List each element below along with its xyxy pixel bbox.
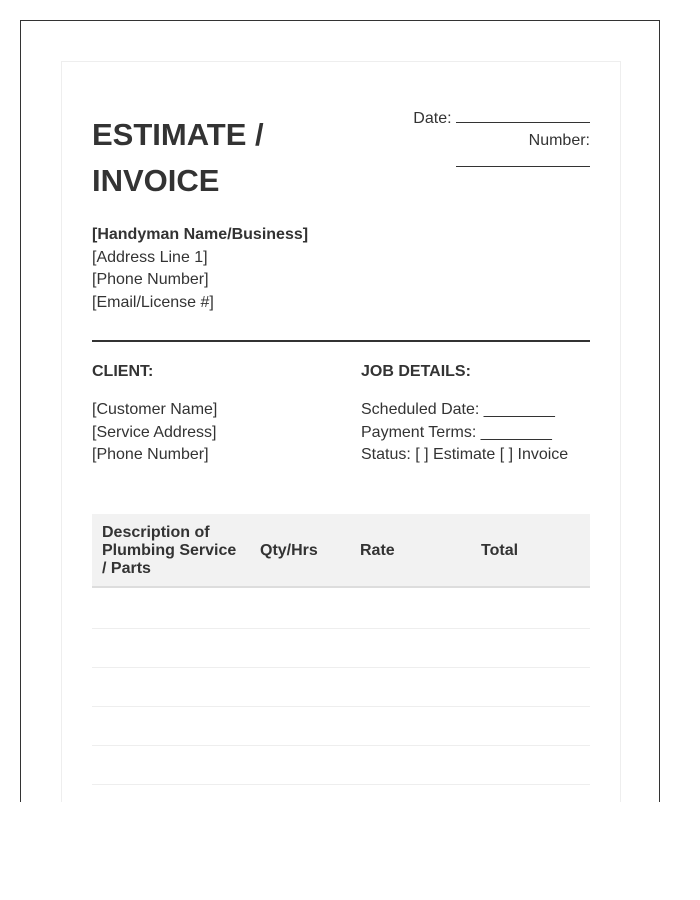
column-header-total: Total	[481, 542, 519, 559]
number-label: Number:	[528, 132, 590, 149]
table-header	[92, 514, 590, 588]
business-info	[92, 224, 308, 314]
business-address: [Address Line 1]	[92, 248, 208, 266]
number-line-row	[370, 152, 590, 174]
number-field[interactable]	[456, 166, 590, 167]
payment-terms: Payment Terms: ________	[361, 423, 552, 441]
job-details	[361, 399, 568, 467]
scheduled-date: Scheduled Date: ________	[361, 401, 555, 418]
document-meta	[370, 108, 590, 174]
table-row[interactable]	[92, 668, 590, 707]
date-label: Date:	[413, 110, 452, 127]
date-field[interactable]	[456, 110, 590, 123]
table-row[interactable]	[92, 746, 590, 785]
number-row	[370, 130, 590, 152]
business-email: [Email/License #]	[92, 293, 214, 311]
column-header-description: Description of Plumbing Service / Parts	[102, 524, 237, 577]
job-details-heading: JOB DETAILS:	[361, 363, 471, 380]
document-title: ESTIMATE / INVOICE	[92, 117, 264, 198]
column-header-qty: Qty/Hrs	[260, 542, 318, 559]
client-name: [Customer Name]	[92, 401, 218, 418]
client-heading: CLIENT:	[92, 363, 154, 380]
client-info	[92, 399, 217, 467]
table-row[interactable]	[92, 629, 590, 668]
date-row	[370, 108, 590, 130]
table-row[interactable]	[92, 590, 590, 629]
table-row[interactable]	[92, 707, 590, 746]
business-phone: [Phone Number]	[92, 271, 209, 288]
client-address: [Service Address]	[92, 423, 217, 441]
client-phone: [Phone Number]	[92, 446, 209, 463]
column-header-rate: Rate	[360, 542, 395, 559]
business-name: [Handyman Name/Business]	[92, 226, 309, 243]
invoice-status: Status: [ ] Estimate [ ] Invoice	[361, 446, 569, 463]
section-divider	[92, 340, 590, 342]
